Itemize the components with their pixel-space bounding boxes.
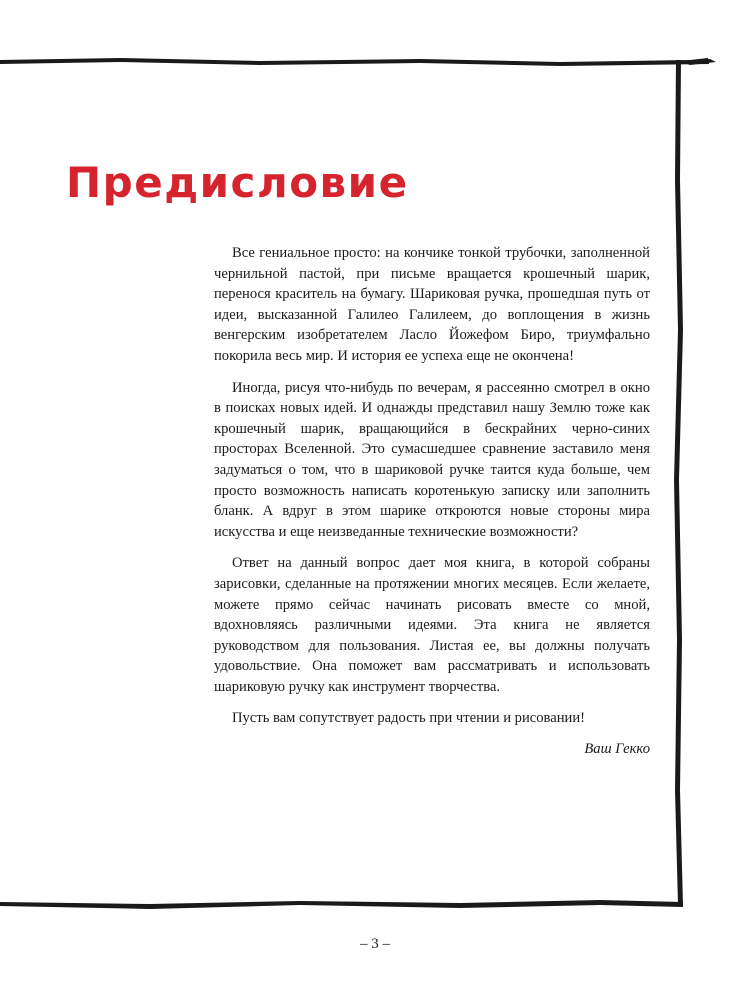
signature: Ваш Гекко [584, 741, 650, 758]
paragraph: Все гениальное просто: на кончике тонкой трубочки, заполненной чернильной пастой, при письме вращается крошечный шарик, перенося краситель на бумагу. Шариковая ручка, прошедшая путь от идеи, высказанной Галилео Галилеем, до воплощения в жизнь венгерским изобретателем Ласло Йожефом Биро, триумфально покорила весь мир. И история ее успеха еще не окончена! [214, 245, 650, 364]
closing-paragraph: Пусть вам сопутствует радость при чтении и рисовании! [232, 710, 586, 727]
paragraph: Иногда, рисуя что-нибудь по вечерам, я рассеянно смотрел в окно в поисках новых идей. И однажды представил нашу Землю тоже как крошечный шарик, вращающийся в бескрайних черно-синих просторах Вселенной. Это сумасшедшее сравнение заставило меня задуматься о том, что в шариковой ручке таится куда больше, чем просто возможность написать коротенькую записку или заполнить бланк. А вдруг в этом шарике откроются новые стороны мира искусства и еще неизведанные технические возможности? [214, 379, 650, 540]
paragraph: Ответ на данный вопрос дает моя книга, в которой собраны зарисовки, сделанные на протяжении многих месяцев. Если желаете, можете прямо сейчас начинать рисовать вместе со мной, вдохновляясь различными идеями. Эта книга не является руководством для пользования. Листая ее, вы должны получать удовольствие. Она поможет вам рассматривать и использовать шариковую ручку как инструмент творчества. [214, 555, 650, 695]
page-number: – 3 – [360, 936, 390, 952]
page-title: Предисловие [66, 158, 409, 207]
preface-body [214, 243, 650, 760]
